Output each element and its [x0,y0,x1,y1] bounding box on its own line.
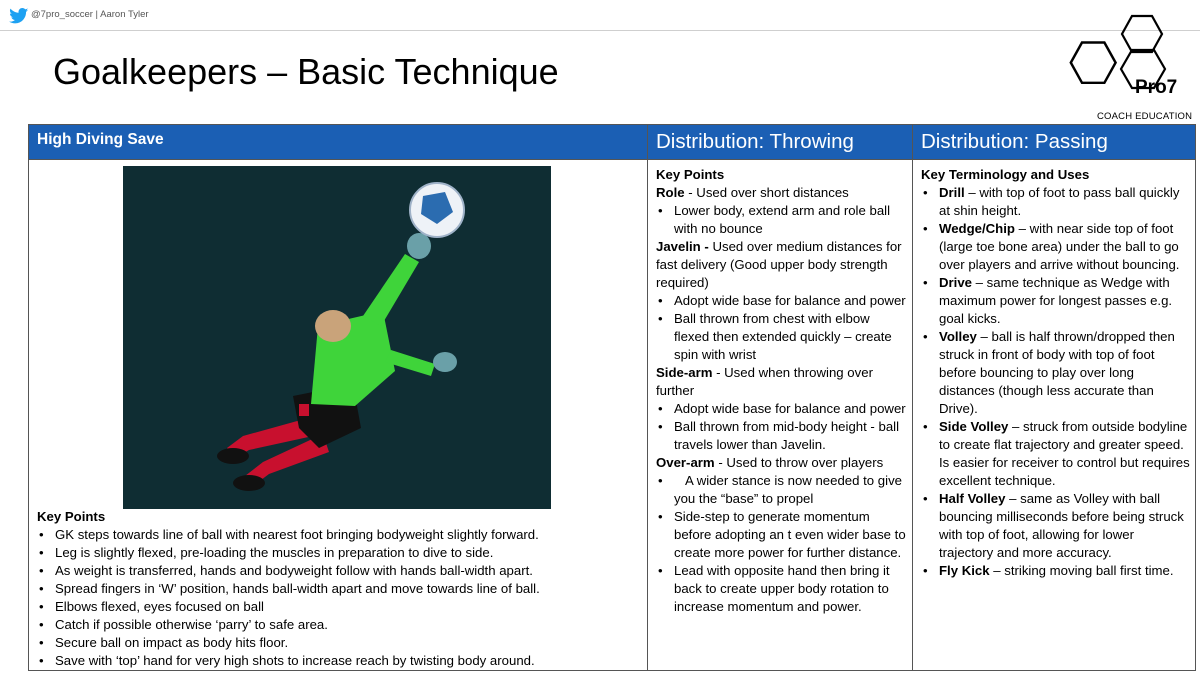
javelin-term: Javelin - [656,239,709,254]
sidearm-desc: - Used when throwing over further [656,365,873,398]
list-item [921,562,1191,580]
author-handle: @7pro_soccer | Aaron Tyler [31,9,149,20]
term-desc: – same technique as Wedge with maximum power for longest passes e.g. goal kicks. [939,275,1173,326]
javelin-desc: Used over medium distances for fast delivery (Good upper body strength required) [656,239,902,290]
list-item: • Elbows flexed, eyes focused on ball [37,598,643,616]
list-item: • GK steps towards line of ball with nearest foot bringing bodyweight slightly forward. [37,526,643,544]
list-item: • Lead with opposite hand then bring it back to create upper body rotation to increase momentum and power. [656,562,908,616]
page-title: Goalkeepers – Basic Technique [53,51,559,92]
term: Volley [939,329,977,344]
logo-name: Pro7 [1135,77,1178,98]
overarm-term: Over-arm [656,455,715,470]
list-item: • Leg is slightly flexed, pre-loading the muscles in preparation to dive to side. [37,544,643,562]
passing-column [913,125,1195,670]
role-points [656,202,908,238]
term-desc: – with top of foot to pass ball quickly at shin height. [939,185,1180,218]
list-item: • Lower body, extend arm and role ball with no bounce [656,202,908,238]
passing-body [921,166,1191,580]
list-item: • Adopt wide base for balance and power [656,400,908,418]
list-item: • Side-step to generate momentum before adopting an t even wider base to create more power for further distance. [656,508,908,562]
term-desc: – striking moving ball first time. [989,563,1174,578]
role-desc: - Used over short distances [684,185,849,200]
overarm-desc: - Used to throw over players [714,455,884,470]
throwing-header: Distribution: Throwing [648,125,912,160]
list-item: • Catch if possible otherwise ‘parry’ to safe area. [37,616,643,634]
passing-key-terms-label: Key Terminology and Uses [921,167,1090,182]
throwing-column [648,125,913,670]
list-item: • Save with ‘top’ hand for very high shots to increase reach by twisting body around. [37,652,643,670]
sidearm-points [656,400,908,454]
term-desc: – same as Volley with ball bouncing milliseconds before being struck with top of foot, allowing for lower trajectory and more accuracy. [939,491,1184,560]
javelin-line [656,238,908,292]
term-desc: – with near side top of foot (large toe bone area) under the ball to go over players and arrive without bouncing. [939,221,1180,272]
role-term: Role [656,185,685,200]
high-diving-column [29,125,648,670]
list-item [921,184,1191,220]
term: Half Volley [939,491,1006,506]
high-diving-points [37,526,643,670]
list-item: • Spread fingers in ‘W’ position, hands ball-width apart and move towards line of ball. [37,580,643,598]
list-item: • Adopt wide base for balance and power [656,292,908,310]
term: Side Volley [939,419,1009,434]
sidearm-line [656,364,908,400]
term-desc: – struck from outside bodyline to create flat trajectory and greater speed. Is easier for receiver to control but requires excellent technique. [939,419,1190,488]
list-item: • As weight is transferred, hands and bodyweight follow with hands ball-width apart. [37,562,643,580]
list-item: • Ball thrown from mid-body height - ball travels lower than Javelin. [656,418,908,454]
pro7-hexagon-logo [1068,12,1186,124]
high-diving-header: High Diving Save [29,125,647,160]
top-bar [0,0,1200,30]
list-item [921,418,1191,490]
high-diving-key-points-label: Key Points [37,509,106,524]
list-item: • A wider stance is now needed to give you the “base” to propel [656,472,908,508]
top-divider [0,30,1200,31]
term: Wedge/Chip [939,221,1015,236]
term-desc: – ball is half thrown/dropped then struck in front of body with top of foot before bouncing to play over long distances (though less accurate than Drive). [939,329,1175,416]
twitter-bird-icon [9,8,29,24]
overarm-line [656,454,908,472]
throwing-key-points-label: Key Points [656,167,725,182]
term: Drill [939,185,965,200]
term: Drive [939,275,972,290]
list-item [921,328,1191,418]
sidearm-term: Side-arm [656,365,713,380]
throwing-body [656,166,908,616]
high-diving-body [37,508,643,670]
goalkeeper-illustration [123,166,551,509]
list-item [921,220,1191,274]
list-item [921,490,1191,562]
list-item: • Secure ball on impact as body hits floor. [37,634,643,652]
term: Fly Kick [939,563,990,578]
overarm-points [656,472,908,616]
passing-terms [921,184,1191,580]
logo-subtitle: COACH EDUCATION [1097,111,1193,122]
goalkeeper-diving-photo [123,166,551,509]
list-item: • Ball thrown from chest with elbow flexed then extended quickly – create spin with wrist [656,310,908,364]
passing-header: Distribution: Passing [913,125,1195,160]
list-item [921,274,1191,328]
content-table [28,124,1196,671]
javelin-points [656,292,908,364]
role-line [656,184,908,202]
